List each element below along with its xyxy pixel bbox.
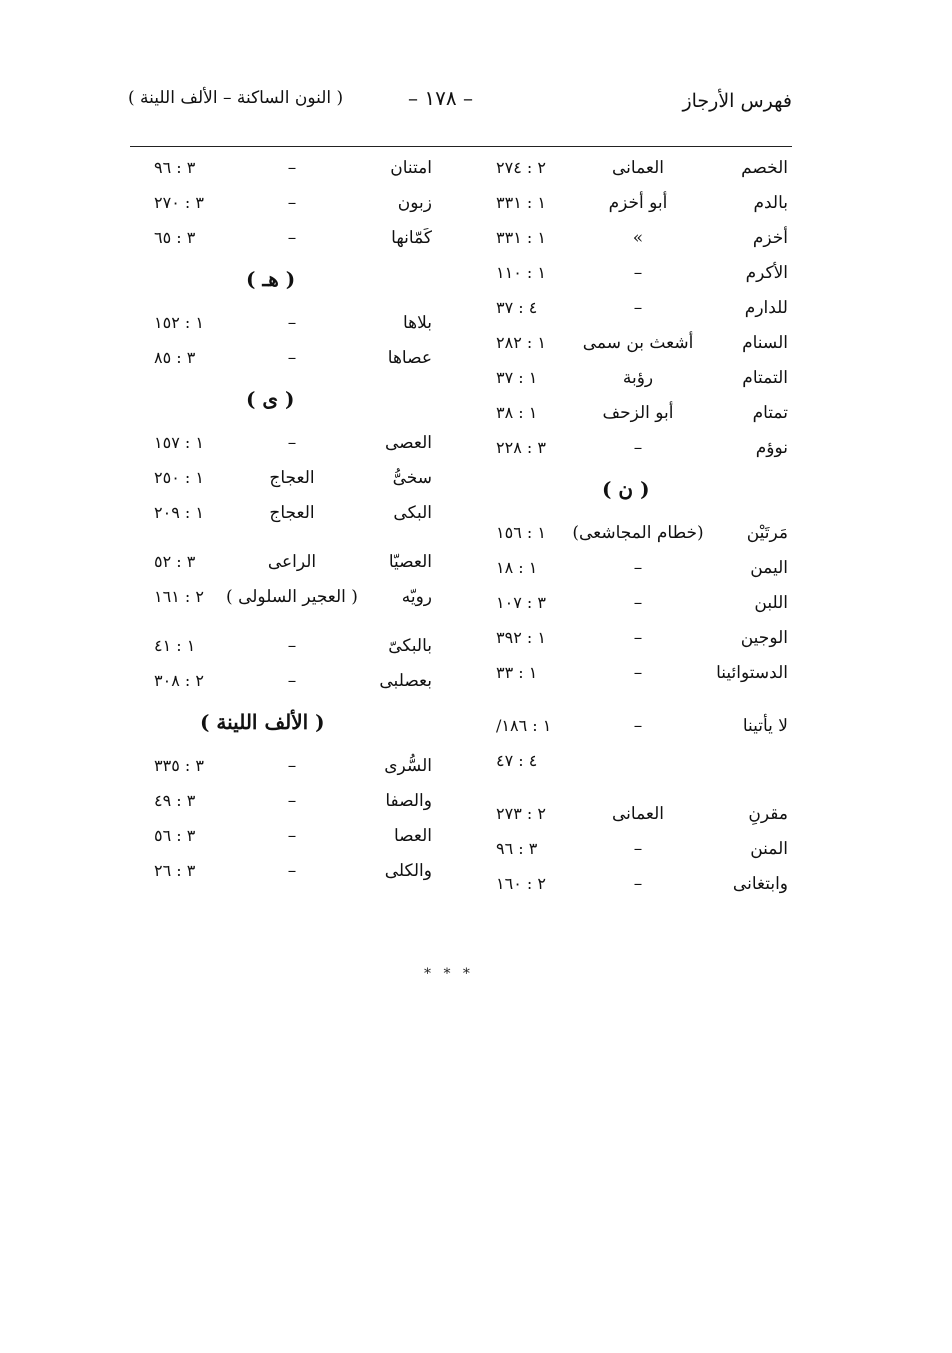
- poet-name: أشعث بن سمى: [582, 333, 694, 353]
- volume-page-ref: ١ : ٣٨: [496, 403, 538, 422]
- poet-name: –: [633, 839, 643, 859]
- volume-page-ref: ٢ : ٣٠٨: [154, 671, 204, 690]
- rhyme-word: للدارم: [744, 298, 788, 318]
- rhyme-word: أخزم: [752, 228, 788, 248]
- rhyme-word: نوؤم: [755, 438, 788, 458]
- poet-name: –: [633, 298, 643, 318]
- index-row: [150, 462, 442, 497]
- poet-name: –: [633, 593, 643, 613]
- volume-page-ref: ١ : ١٥٦: [496, 523, 546, 542]
- index-row: [492, 292, 796, 327]
- left-group-6: [150, 750, 442, 890]
- volume-page-ref: ٢ : ١٦١: [154, 587, 204, 606]
- poet-name: –: [633, 438, 643, 458]
- index-row: [150, 222, 442, 257]
- poet-name: الراعى: [267, 552, 317, 572]
- volume-page-ref: ١ : ٢٠٩: [154, 503, 204, 522]
- index-row: [492, 257, 796, 292]
- poet-name: –: [287, 791, 297, 811]
- volume-page-ref: ٤ : ٤٧: [496, 751, 538, 770]
- rhyme-word: الأكرم: [745, 263, 788, 283]
- volume-page-ref: ١ : ١٨٦/: [496, 716, 552, 735]
- rhyme-word: العصا: [393, 826, 432, 846]
- group-gap: [150, 532, 442, 546]
- volume-page-ref: ١ : ١٨: [496, 558, 538, 577]
- rhyme-word: سخىُّ: [392, 468, 432, 488]
- volume-page-ref: ٣ : ٥٢: [154, 552, 196, 571]
- volume-page-ref: ١ : ١٥٧: [154, 433, 204, 452]
- volume-page-ref: ١ : ٢٨٢: [496, 333, 546, 352]
- volume-page-ref: ٣ : ٥٦: [154, 826, 196, 845]
- index-row: [492, 622, 796, 657]
- rhyme-word: اليمن: [750, 558, 788, 578]
- index-row: [492, 517, 796, 552]
- rhyme-word: والصفا: [385, 791, 432, 811]
- group-gap: [492, 780, 796, 798]
- section-title: ( ى ): [246, 387, 295, 411]
- index-row: [150, 630, 442, 665]
- volume-page-ref: ٢ : ٢٧٤: [496, 158, 546, 177]
- index-row: [492, 432, 796, 467]
- rhyme-word: رويّه: [401, 587, 432, 607]
- section-heading-ha: [150, 257, 442, 307]
- poet-name: أبو أخزم: [608, 193, 668, 213]
- section-heading-ya: [150, 377, 442, 427]
- volume-page-ref: ١ : ٢٥٠: [154, 468, 204, 487]
- rhyme-word: والكلى: [384, 861, 432, 881]
- rhyme-word: تمتام: [752, 403, 788, 423]
- page-number: – ١٧٨ –: [408, 86, 473, 110]
- rhyme-word: بالبكىّ: [388, 636, 432, 656]
- rhyme-word: السنام: [742, 333, 788, 353]
- volume-page-ref: ١ : ٣٩٢: [496, 628, 546, 647]
- rhyme-word: بعصلبى: [379, 671, 432, 691]
- index-row: [150, 307, 442, 342]
- index-row: [150, 427, 442, 462]
- index-row: [492, 710, 796, 745]
- poet-name: العمانى: [611, 804, 664, 824]
- volume-page-ref: ١ : ٣٣١: [496, 193, 546, 212]
- left-group-4: [150, 546, 442, 616]
- index-row: [150, 665, 442, 700]
- volume-page-ref: ٣ : ٢٦: [154, 861, 196, 880]
- index-row: [150, 342, 442, 377]
- volume-page-ref: ٢ : ١٦٠: [496, 874, 546, 893]
- volume-page-ref: ٣ : ٢٢٨: [496, 438, 546, 457]
- poet-name: –: [287, 158, 297, 178]
- page-title: فهرس الأرجاز: [682, 90, 792, 112]
- rhyme-word: الخصم: [741, 158, 788, 178]
- poet-name: –: [633, 663, 643, 683]
- poet-name: –: [287, 671, 297, 691]
- poet-name: أبو الزحف: [602, 403, 674, 423]
- rhyme-word: الوجين: [740, 628, 788, 648]
- index-row: [150, 750, 442, 785]
- index-row: [150, 152, 442, 187]
- section-range: ( النون الساكنة – الألف اللينة ): [128, 88, 344, 108]
- poet-name: –: [287, 193, 297, 213]
- poet-name: –: [287, 348, 297, 368]
- rhyme-word: السُّرى: [384, 756, 432, 776]
- index-row: [492, 222, 796, 257]
- right-group-3: [492, 710, 796, 780]
- index-row: [492, 798, 796, 833]
- index-row: [150, 581, 442, 616]
- rhyme-word: زبون: [397, 193, 432, 213]
- index-row: [492, 552, 796, 587]
- poet-name: ( العجير السلولى ): [226, 587, 358, 607]
- rhyme-word: البكى: [393, 503, 432, 523]
- right-group-2: [492, 517, 796, 692]
- rhyme-word: بالدم: [753, 193, 788, 213]
- index-row: [492, 362, 796, 397]
- rhyme-word: امتنان: [390, 158, 432, 178]
- volume-page-ref: ١ : ٣٣: [496, 663, 538, 682]
- index-row: [150, 820, 442, 855]
- left-group-1: [150, 152, 442, 257]
- rhyme-word: الدستوائينا: [716, 663, 788, 683]
- rhyme-word: مقرنِ: [748, 804, 788, 824]
- poet-name: رؤبة: [622, 368, 654, 388]
- volume-page-ref: ٤ : ٣٧: [496, 298, 538, 317]
- poet-name: »: [632, 228, 644, 248]
- rhyme-word: العصى: [384, 433, 432, 453]
- rhyme-word: بلاها: [402, 313, 432, 333]
- volume-page-ref: ٣ : ٣٣٥: [154, 756, 204, 775]
- rhyme-word: عصاها: [387, 348, 432, 368]
- poet-name: –: [633, 558, 643, 578]
- section-title: ( الألف اللينة ): [200, 710, 325, 734]
- index-row: [492, 327, 796, 362]
- rhyme-word: المنن: [750, 839, 788, 859]
- volume-page-ref: ٣ : ٩٦: [154, 158, 196, 177]
- right-group-1: [492, 152, 796, 467]
- poet-name: العجاج: [269, 503, 315, 523]
- volume-page-ref: ١ : ١٥٢: [154, 313, 204, 332]
- poet-name: العجاج: [269, 468, 315, 488]
- index-row: [492, 657, 796, 692]
- poet-name: –: [633, 628, 643, 648]
- right-column: [492, 152, 796, 903]
- closing-asterisks: * * *: [424, 966, 474, 982]
- volume-page-ref: ١ : ٤١: [154, 636, 196, 655]
- volume-page-ref: ٣ : ٤٩: [154, 791, 196, 810]
- index-row: [492, 868, 796, 903]
- rhyme-word: مَرتَيْن: [746, 523, 788, 543]
- rhyme-word: اللبن: [754, 593, 788, 613]
- volume-page-ref: ٣ : ١٠٧: [496, 593, 546, 612]
- section-title: ( ن ): [602, 477, 650, 501]
- volume-page-ref: ٣ : ٩٦: [496, 839, 538, 858]
- group-gap: [150, 616, 442, 630]
- index-row: [492, 833, 796, 868]
- left-column: [150, 152, 442, 890]
- left-group-5: [150, 630, 442, 700]
- section-title: ( هـ ): [246, 267, 296, 291]
- rhyme-word: وابتغانى: [732, 874, 788, 894]
- poet-name: –: [287, 313, 297, 333]
- rhyme-word: العصيّا: [388, 552, 432, 572]
- index-row: [150, 785, 442, 820]
- rhyme-word: التمتام: [742, 368, 788, 388]
- poet-name: –: [287, 228, 297, 248]
- rhyme-word: لا يأتينا: [742, 716, 788, 736]
- poet-name: –: [287, 826, 297, 846]
- section-heading-alif: [150, 700, 442, 750]
- left-group-2: [150, 307, 442, 377]
- volume-page-ref: ١ : ٣٧: [496, 368, 538, 387]
- poet-name: –: [287, 433, 297, 453]
- left-group-3: [150, 427, 442, 532]
- index-row: [492, 187, 796, 222]
- index-row: [492, 397, 796, 432]
- header-rule: [130, 146, 792, 147]
- group-gap: [492, 692, 796, 710]
- volume-page-ref: ٣ : ٨٥: [154, 348, 196, 367]
- index-row: [150, 497, 442, 532]
- index-row: [492, 152, 796, 187]
- volume-page-ref: ١ : ١١٠: [496, 263, 546, 282]
- index-row: [150, 187, 442, 222]
- volume-page-ref: ٣ : ٢٧٠: [154, 193, 204, 212]
- page-header: [0, 82, 952, 122]
- poet-name: –: [633, 263, 643, 283]
- poet-name: –: [287, 861, 297, 881]
- poet-name: –: [633, 716, 643, 736]
- index-row: [492, 587, 796, 622]
- index-row: [150, 546, 442, 581]
- volume-page-ref: ٣ : ٦٥: [154, 228, 196, 247]
- section-heading-nun: [492, 467, 796, 517]
- index-row: [150, 855, 442, 890]
- index-row: [492, 745, 796, 780]
- poet-name: –: [287, 756, 297, 776]
- poet-name: –: [287, 636, 297, 656]
- poet-name: –: [633, 874, 643, 894]
- poet-name: (خطام المجاشعى): [572, 523, 704, 543]
- volume-page-ref: ٢ : ٢٧٣: [496, 804, 546, 823]
- rhyme-word: كَمّانها: [391, 228, 432, 248]
- volume-page-ref: ١ : ٣٣١: [496, 228, 546, 247]
- poet-name: العمانى: [611, 158, 664, 178]
- right-group-4: [492, 798, 796, 903]
